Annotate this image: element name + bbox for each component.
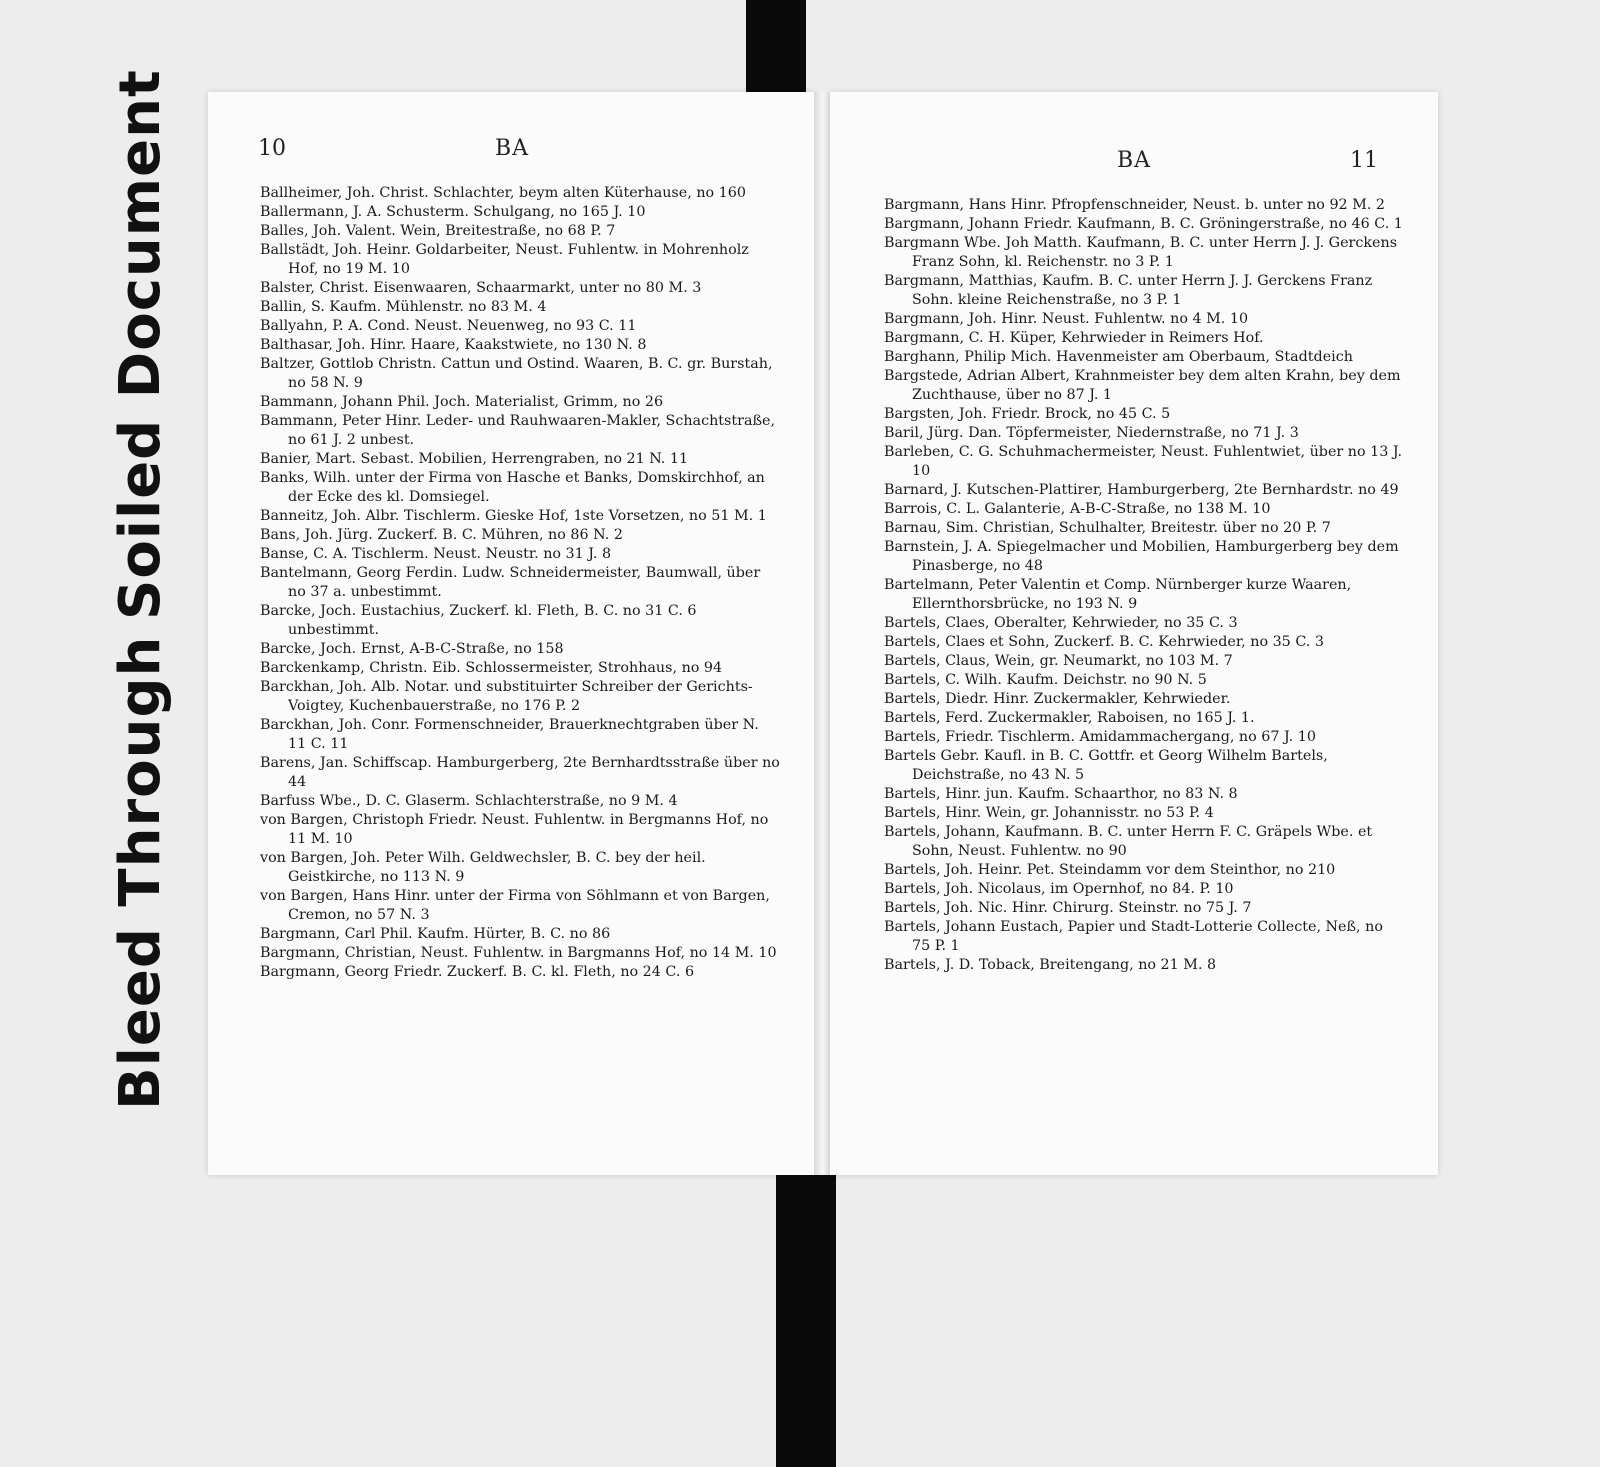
right-page [830, 92, 1438, 1175]
directory-entry: Bartels, Friedr. Tischlerm. Amidammachergang, no 67 J. 10 [884, 729, 1316, 745]
directory-entry: Bartels, Diedr. Hinr. Zuckermakler, Kehrwieder. [884, 691, 1231, 707]
directory-entry: Bartels, Johann Eustach, Papier und Stadt-Lotterie Collecte, Neß, no 75 P. 1 [884, 919, 1388, 954]
directory-entry: Bargmann Wbe. Joh Matth. Kaufmann, B. C. unter Herrn J. J. Gerckens Franz Sohn, kl. Reichenstr. no 3 P. 1 [884, 235, 1402, 270]
directory-entry: Ballheimer, Joh. Christ. Schlachter, beym alten Küterhause, no 160 [260, 185, 746, 201]
side-label-bleed-through: Bleed Through [108, 635, 173, 1110]
directory-entry: Banier, Mart. Sebast. Mobilien, Herrengraben, no 21 N. 11 [260, 451, 689, 467]
directory-entry: Barnau, Sim. Christian, Schulhalter, Breitestr. über no 20 P. 7 [884, 520, 1331, 536]
binding-bar-bottom [776, 1175, 836, 1467]
directory-entry: Bammann, Peter Hinr. Leder- und Rauhwaaren-Makler, Schachtstraße, no 61 J. 2 unbest. [260, 413, 780, 448]
directory-entry: Bartels, Claus, Wein, gr. Neumarkt, no 103 M. 7 [884, 653, 1233, 669]
directory-entry: Bargmann, C. H. Küper, Kehrwieder in Reimers Hof. [884, 330, 1264, 346]
directory-entry: Bartels, Joh. Nic. Hinr. Chirurg. Steinstr. no 75 J. 7 [884, 900, 1252, 916]
directory-entry: Ballin, S. Kaufm. Mühlenstr. no 83 M. 4 [260, 299, 547, 315]
directory-entry: Bans, Joh. Jürg. Zuckerf. B. C. Mühren, no 86 N. 2 [260, 527, 623, 543]
directory-entry: Bartels, J. D. Toback, Breitengang, no 21 M. 8 [884, 957, 1217, 973]
directory-entry: Bartels, Johann, Kaufmann. B. C. unter Herrn F. C. Gräpels Wbe. et Sohn, Neust. Fuhlentw. no 90 [884, 824, 1377, 859]
directory-entry: Bargmann, Johann Friedr. Kaufmann, B. C. Gröningerstraße, no 46 C. 1 [884, 216, 1403, 232]
directory-entry: Barnard, J. Kutschen-Plattirer, Hamburgerberg, 2te Bernhardstr. no 49 [884, 482, 1399, 498]
left-page-title: BA [494, 136, 530, 161]
directory-entry: Bartels, Hinr. jun. Kaufm. Schaarthor, no 83 N. 8 [884, 786, 1238, 802]
directory-entry: Barcke, Joch. Ernst, A-B-C-Straße, no 158 [260, 641, 564, 657]
directory-entry: Bammann, Johann Phil. Joch. Materialist, Grimm, no 26 [260, 394, 664, 410]
directory-entry: Bargsten, Joh. Friedr. Brock, no 45 C. 5 [884, 406, 1171, 422]
directory-entry: Balles, Joh. Valent. Wein, Breitestraße, no 68 P. 7 [260, 223, 616, 239]
directory-entry: Barghann, Philip Mich. Havenmeister am Oberbaum, Stadtdeich [884, 349, 1353, 365]
directory-entry: Barckhan, Joh. Conr. Formenschneider, Brauerknechtgraben über N. 11 C. 11 [260, 717, 764, 752]
directory-entry: Baril, Jürg. Dan. Töpfermeister, Niedernstraße, no 71 J. 3 [884, 425, 1299, 441]
left-page-number: 10 [258, 136, 286, 161]
directory-entry: von Bargen, Hans Hinr. unter der Firma von Söhlmann et von Bargen, Cremon, no 57 N. 3 [260, 888, 775, 923]
directory-entry: von Bargen, Christoph Friedr. Neust. Fuhlentw. in Bergmanns Hof, no 11 M. 10 [260, 812, 773, 847]
directory-entry: Bartels, C. Wilh. Kaufm. Deichstr. no 90 N. 5 [884, 672, 1207, 688]
directory-entry: Ballyahn, P. A. Cond. Neust. Neuenweg, no 93 C. 11 [260, 318, 637, 334]
directory-entry: Balthasar, Joh. Hinr. Haare, Kaakstwiete, no 130 N. 8 [260, 337, 647, 353]
directory-entry: Bartels, Joh. Heinr. Pet. Steindamm vor dem Steinthor, no 210 [884, 862, 1336, 878]
directory-entry: Bartels Gebr. Kaufl. in B. C. Gottfr. et Georg Wilhelm Bartels, Deichstraße, no 43 N. 5 [884, 748, 1333, 783]
right-page-title: BA [1116, 148, 1152, 173]
directory-entry: Bartels, Hinr. Wein, gr. Johannisstr. no 53 P. 4 [884, 805, 1214, 821]
directory-entry: Bartels, Claes, Oberalter, Kehrwieder, no 35 C. 3 [884, 615, 1238, 631]
directory-entry: Barleben, C. G. Schuhmachermeister, Neust. Fuhlentwiet, über no 13 J. 10 [884, 444, 1407, 479]
directory-entry: Barcke, Joch. Eustachius, Zuckerf. kl. Fleth, B. C. no 31 C. 6 unbestimmt. [260, 603, 702, 638]
directory-entry: Bartels, Claes et Sohn, Zuckerf. B. C. Kehrwieder, no 35 C. 3 [884, 634, 1324, 650]
right-entry-list [884, 196, 1407, 975]
directory-entry: Bartels, Ferd. Zuckermakler, Raboisen, no 165 J. 1. [884, 710, 1255, 726]
directory-entry: Baltzer, Gottlob Christn. Cattun und Ostind. Waaren, B. C. gr. Burstah, no 58 N. 9 [260, 356, 778, 391]
left-page [208, 92, 816, 1175]
directory-entry: Bartelmann, Peter Valentin et Comp. Nürnberger kurze Waaren, Ellernthorsbrücke, no 193 N. 9 [884, 577, 1356, 612]
directory-entry: Barckenkamp, Christn. Eib. Schlossermeister, Strohhaus, no 94 [260, 660, 723, 676]
directory-entry: Bantelmann, Georg Ferdin. Ludw. Schneidermeister, Baumwall, über no 37 a. unbestimmt. [260, 565, 765, 600]
directory-entry: Bartels, Joh. Nicolaus, im Opernhof, no 84. P. 10 [884, 881, 1234, 897]
side-label [100, 69, 173, 1120]
directory-entry: Bargmann, Matthias, Kaufm. B. C. unter Herrn J. J. Gerckens Franz Sohn. kleine Reichenstraße, no 3 P. 1 [884, 273, 1377, 308]
directory-entry: Banse, C. A. Tischlerm. Neust. Neustr. no 31 J. 8 [260, 546, 612, 562]
directory-entry: Barfuss Wbe., D. C. Glaserm. Schlachterstraße, no 9 M. 4 [260, 793, 678, 809]
right-page-number: 11 [1350, 148, 1378, 173]
directory-entry: Bargmann, Christian, Neust. Fuhlentw. in Bargmanns Hof, no 14 M. 10 [260, 945, 777, 961]
directory-entry: Balster, Christ. Eisenwaaren, Schaarmarkt, unter no 80 M. 3 [260, 280, 702, 296]
directory-entry: Barrois, C. L. Galanterie, A-B-C-Straße, no 138 M. 10 [884, 501, 1271, 517]
left-page-header [208, 136, 816, 166]
directory-entry: Ballermann, J. A. Schusterm. Schulgang, no 165 J. 10 [260, 204, 646, 220]
left-entry-list [260, 184, 785, 982]
directory-entry: Banneitz, Joh. Albr. Tischlerm. Gieske Hof, 1ste Vorsetzen, no 51 M. 1 [260, 508, 767, 524]
directory-entry: Bargmann, Carl Phil. Kaufm. Hürter, B. C. no 86 [260, 926, 611, 942]
directory-entry: Ballstädt, Joh. Heinr. Goldarbeiter, Neust. Fuhlentw. in Mohrenholz Hof, no 19 M. 10 [260, 242, 754, 277]
directory-entry: Bargmann, Hans Hinr. Pfropfenschneider, Neust. b. unter no 92 M. 2 [884, 197, 1386, 213]
directory-entry: Barckhan, Joh. Alb. Notar. und substituirter Schreiber der Gerichts-Voigtey, Kuchenbauerstraße, no 176 P. 2 [260, 679, 753, 714]
directory-entry: Barnstein, J. A. Spiegelmacher und Mobilien, Hamburgerberg bey dem Pinasberge, no 48 [884, 539, 1404, 574]
directory-entry: Bargmann, Georg Friedr. Zuckerf. B. C. kl. Fleth, no 24 C. 6 [260, 964, 695, 980]
binding-bar-top [746, 0, 806, 92]
directory-entry: von Bargen, Joh. Peter Wilh. Geldwechsler, B. C. bey der heil. Geistkirche, no 113 N. 9 [260, 850, 711, 885]
directory-entry: Bargmann, Joh. Hinr. Neust. Fuhlentw. no 4 M. 10 [884, 311, 1249, 327]
directory-entry: Banks, Wilh. unter der Firma von Hasche et Banks, Domskirchhof, an der Ecke des kl. Domsiegel. [260, 470, 770, 505]
right-page-header [830, 148, 1438, 178]
directory-entry: Barens, Jan. Schiffscap. Hamburgerberg, 2te Bernhardtsstraße über no 44 [260, 755, 785, 790]
directory-entry: Bargstede, Adrian Albert, Krahnmeister bey dem alten Krahn, bey dem Zuchthause, über no 87 J. 1 [884, 368, 1406, 403]
side-label-soiled-document: Soiled Document [108, 69, 173, 620]
